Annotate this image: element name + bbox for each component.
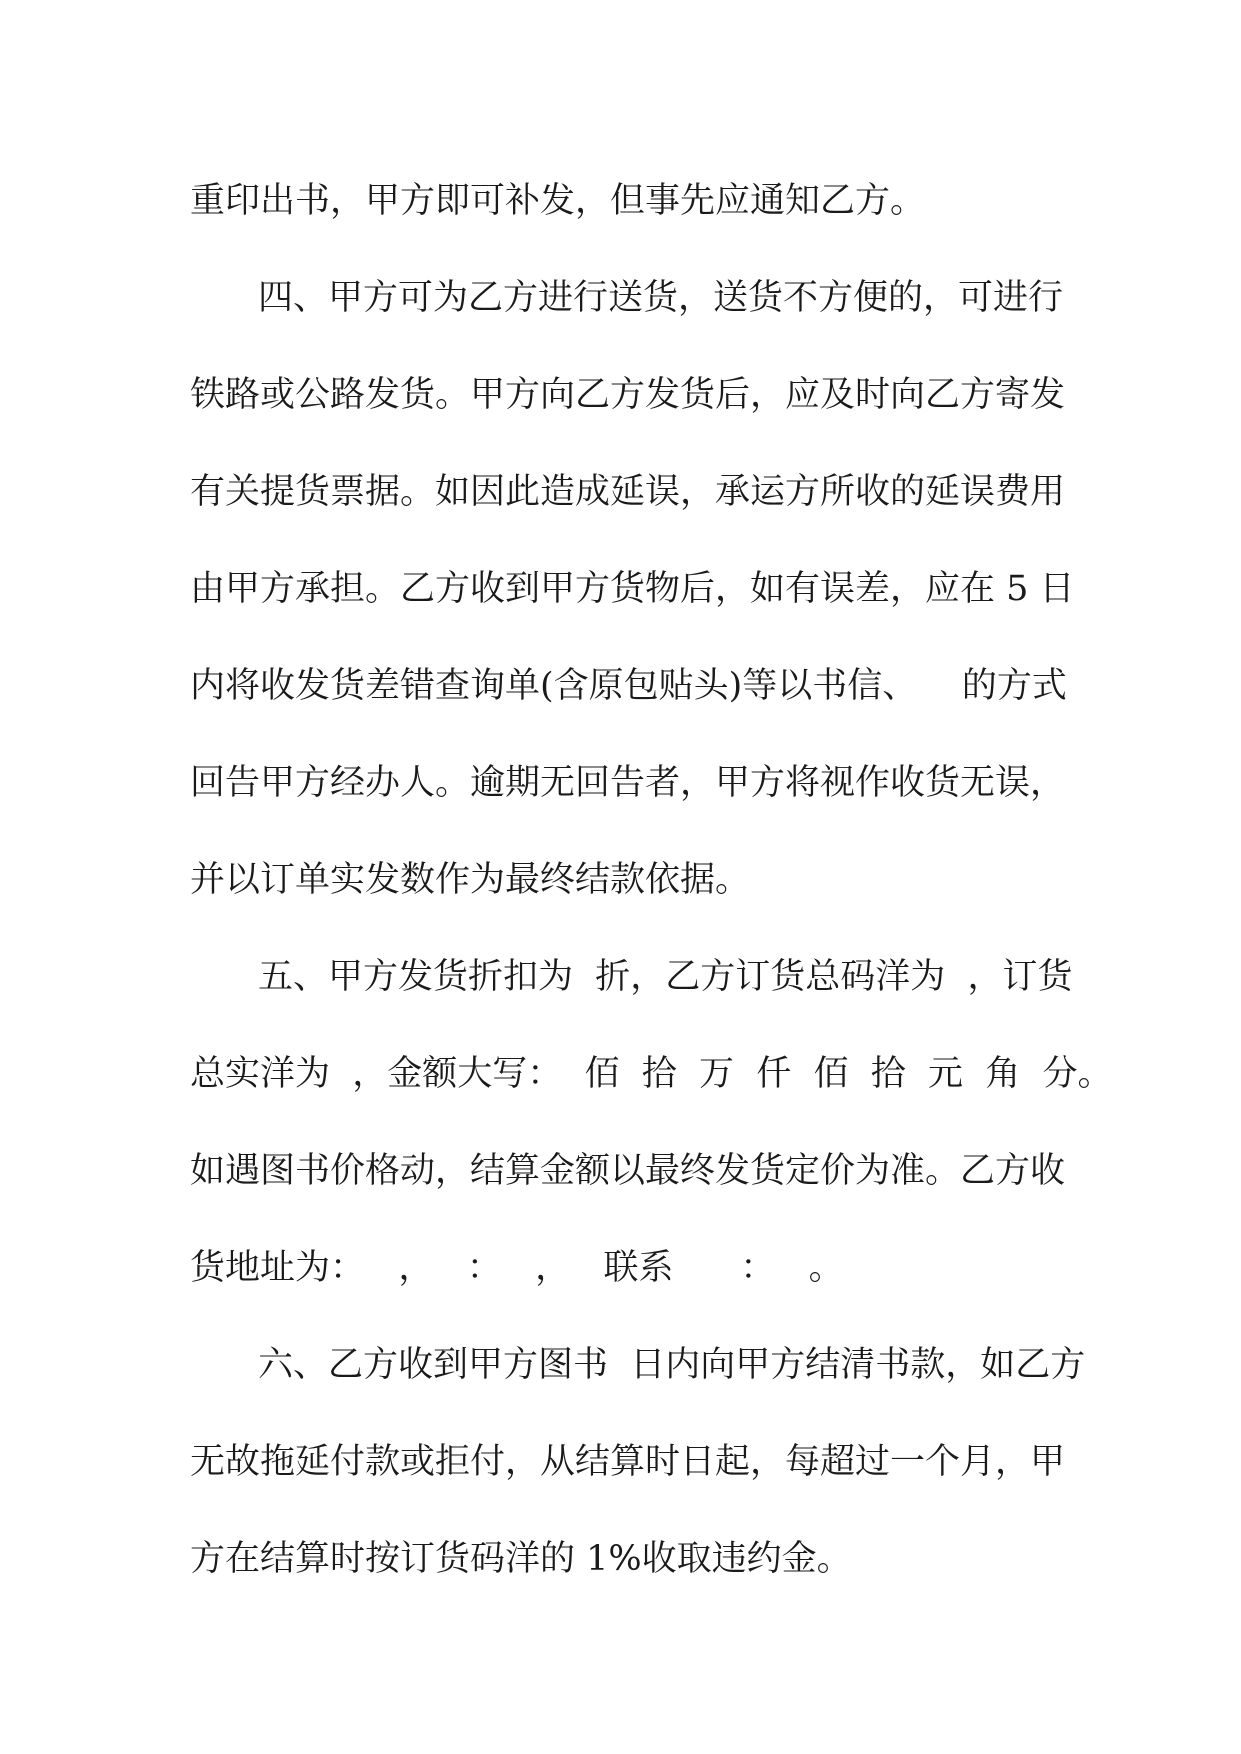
paragraph-line: 由甲方承担。乙方收到甲方货物后，如有误差，应在 5 日 xyxy=(190,569,1075,609)
paragraph-line: 六、乙方收到甲方图书 日内向甲方结清书款，如乙方 xyxy=(258,1345,1086,1385)
paragraph-line: 并以订单实发数作为最终结款依据。 xyxy=(190,860,751,900)
paragraph-line: 总实洋为 ，金额大写： 佰 拾 万 仟 佰 拾 元 角 分。 xyxy=(190,1054,1113,1094)
paragraph-line: 铁路或公路发货。甲方向乙方发货后，应及时向乙方寄发 xyxy=(190,375,1066,415)
paragraph-line: 货地址为： ， ： ， 联系 ： 。 xyxy=(190,1248,844,1288)
paragraph-line: 如遇图书价格动，结算金额以最终发货定价为准。乙方收 xyxy=(190,1151,1066,1191)
paragraph-line: 五、甲方发货折扣为 折，乙方订货总码洋为 ，订货 xyxy=(258,957,1073,997)
paragraph-line: 重印出书，甲方即可补发，但事先应通知乙方。 xyxy=(190,181,926,221)
paragraph-line: 回告甲方经办人。逾期无回告者，甲方将视作收货无误， xyxy=(190,763,1066,803)
paragraph-line: 四、甲方可为乙方进行送货，送货不方便的，可进行 xyxy=(258,278,1064,318)
paragraph-line: 无故拖延付款或拒付，从结算时日起，每超过一个月，甲 xyxy=(190,1442,1066,1482)
paragraph-line: 有关提货票据。如因此造成延误，承运方所收的延误费用 xyxy=(190,472,1066,512)
paragraph-line: 内将收发货差错查询单(含原包贴头)等以书信、 的方式 xyxy=(190,666,1067,706)
paragraph-line: 方在结算时按订货码洋的 1%收取违约金。 xyxy=(190,1539,852,1579)
